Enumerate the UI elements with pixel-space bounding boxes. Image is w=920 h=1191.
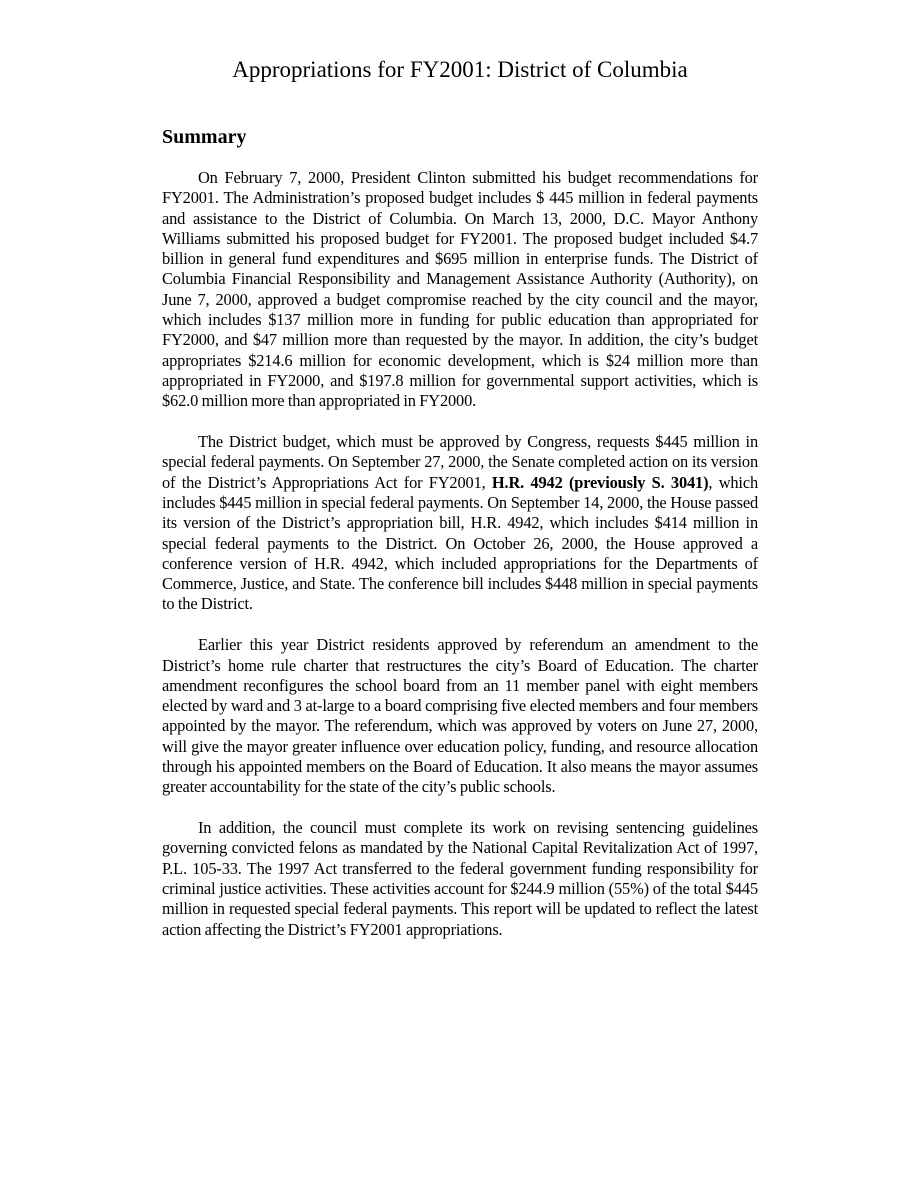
document-title: Appropriations for FY2001: District of Columbia [232,57,688,82]
bill-reference-bold: H.R. 4942 (previously S. 3041) [491,472,709,492]
summary-paragraph-4: In addition, the council must complete its work on revising sentencing guidelines governing convicted felons as mandated by the National Capital Revitalization Act of 1997, P.L. 105-33. The 1997 Act transferred to the federal government funding responsibility for criminal justice activities. These activities account for $244.9 million (55%) of the total $445 million in requested special federal payments. This report will be updated to reflect the latest action affecting the District’s FY2001 appropriations. [162,818,758,939]
summary-paragraph-3: Earlier this year District residents approved by referendum an amendment to the District’s home rule charter that restructures the city’s Board of Education. The charter amendment reconfigures the school board from an 11 member panel with eight members elected by ward and 3 at-large to a board comprising five elected members and four members appointed by the mayor. The referendum, which was approved by voters on June 27, 2000, will give the mayor greater influence over education policy, funding, and resource allocation through his appointed members on the Board of Education. It also means the mayor assumes greater accountability for the state of the city’s public schools. [162,635,758,797]
paragraph-2-text-before-bold: The District budget, which must be approved by Congress, requests $445 million in special federal payments. On September 27, 2000, the Senate completed action on its version of the District’s Appropriations Act for FY2001, [162,432,758,492]
summary-paragraph-2 [162,432,758,615]
paragraph-2-text-after-bold: , which includes $445 million in special federal payments. On September 14, 2000, the House passed its version of the District’s appropriation bill, H.R. 4942, which includes $414 million in special federal payments to the District. On October 26, 2000, the House approved a conference version of H.R. 4942, which included appropriations for the Departments of Commerce, Justice, and State. The conference bill includes $448 million in special payments to the District. [162,472,759,614]
section-heading-summary: Summary [162,126,247,148]
summary-paragraph-1: On February 7, 2000, President Clinton submitted his budget recommendations for FY2001. The Administration’s proposed budget includes $ 445 million in federal payments and assistance to the District of Columbia. On March 13, 2000, D.C. Mayor Anthony Williams submitted his proposed budget for FY2001. The proposed budget included $4.7 billion in general fund expenditures and $695 million in enterprise funds. The District of Columbia Financial Responsibility and Management Assistance Authority (Authority), on June 7, 2000, approved a budget compromise reached by the city council and the mayor, which includes $137 million more in funding for public education than appropriated for FY2000, and $47 million more than requested by the mayor. In addition, the city’s budget appropriates $214.6 million for economic development, which is $24 million more than appropriated in FY2000, and $197.8 million for governmental support activities, which is $62.0 million more than appropriated in FY2000. [162,168,758,411]
summary-body [162,168,758,960]
